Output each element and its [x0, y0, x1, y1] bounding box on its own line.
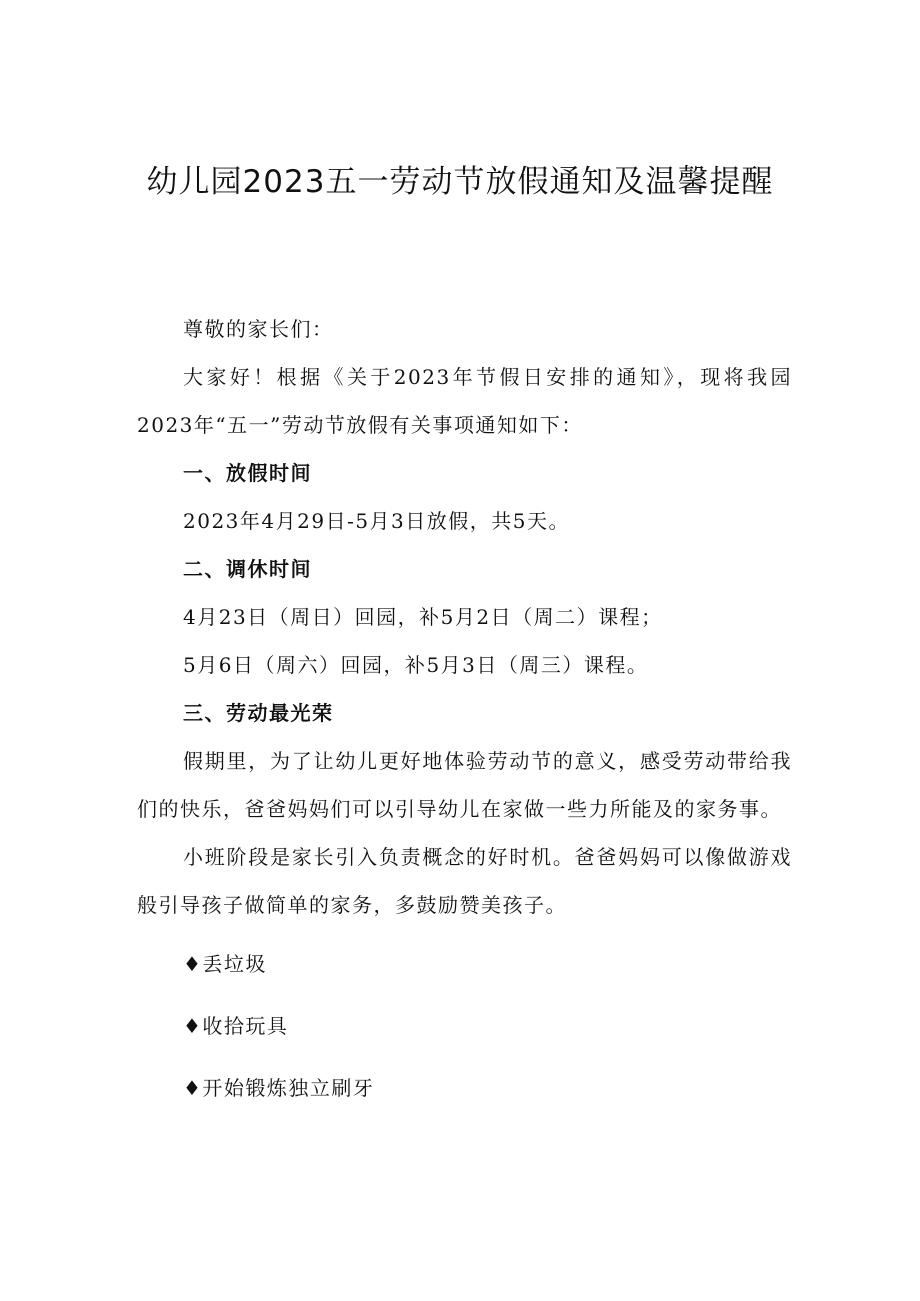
greeting: 尊敬的家长们：: [183, 317, 334, 341]
labor-paragraph-2: 小班阶段是家长引入负责概念的好时机。爸爸妈妈可以像做游戏般引导孩子做简单的家务，多鼓励赞美孩子。: [137, 845, 792, 917]
list-item: ♦丢垃圾: [183, 952, 267, 976]
section-heading-labor: 三、劳动最光荣: [183, 701, 334, 725]
section-heading-holiday: 一、放假时间: [183, 461, 312, 485]
section-heading-makeup: 二、调休时间: [183, 557, 312, 581]
makeup-line-2: 5月6日（周六）回园，补5月3日（周三）课程。: [183, 653, 649, 677]
list-item: ♦收拾玩具: [183, 1014, 289, 1038]
holiday-dates: 2023年4月29日-5月3日放假，共5天。: [183, 509, 571, 533]
makeup-line-1: 4月23日（周日）回园，补5月2日（周二）课程；: [183, 605, 663, 629]
labor-paragraph-1: 假期里，为了让幼儿更好地体验劳动节的意义，感受劳动带给我们的快乐，爸爸妈妈们可以引导幼儿在家做一些力所能及的家务事。: [137, 749, 792, 821]
document-body: [137, 305, 792, 1119]
intro-paragraph: 大家好！根据《关于2023年节假日安排的通知》，现将我园2023年“五一”劳动节放假有关事项通知如下：: [137, 365, 792, 437]
page-title: 幼儿园2023五一劳动节放假通知及温馨提醒: [146, 164, 774, 200]
list-item: ♦开始锻炼独立刷牙: [183, 1076, 375, 1100]
